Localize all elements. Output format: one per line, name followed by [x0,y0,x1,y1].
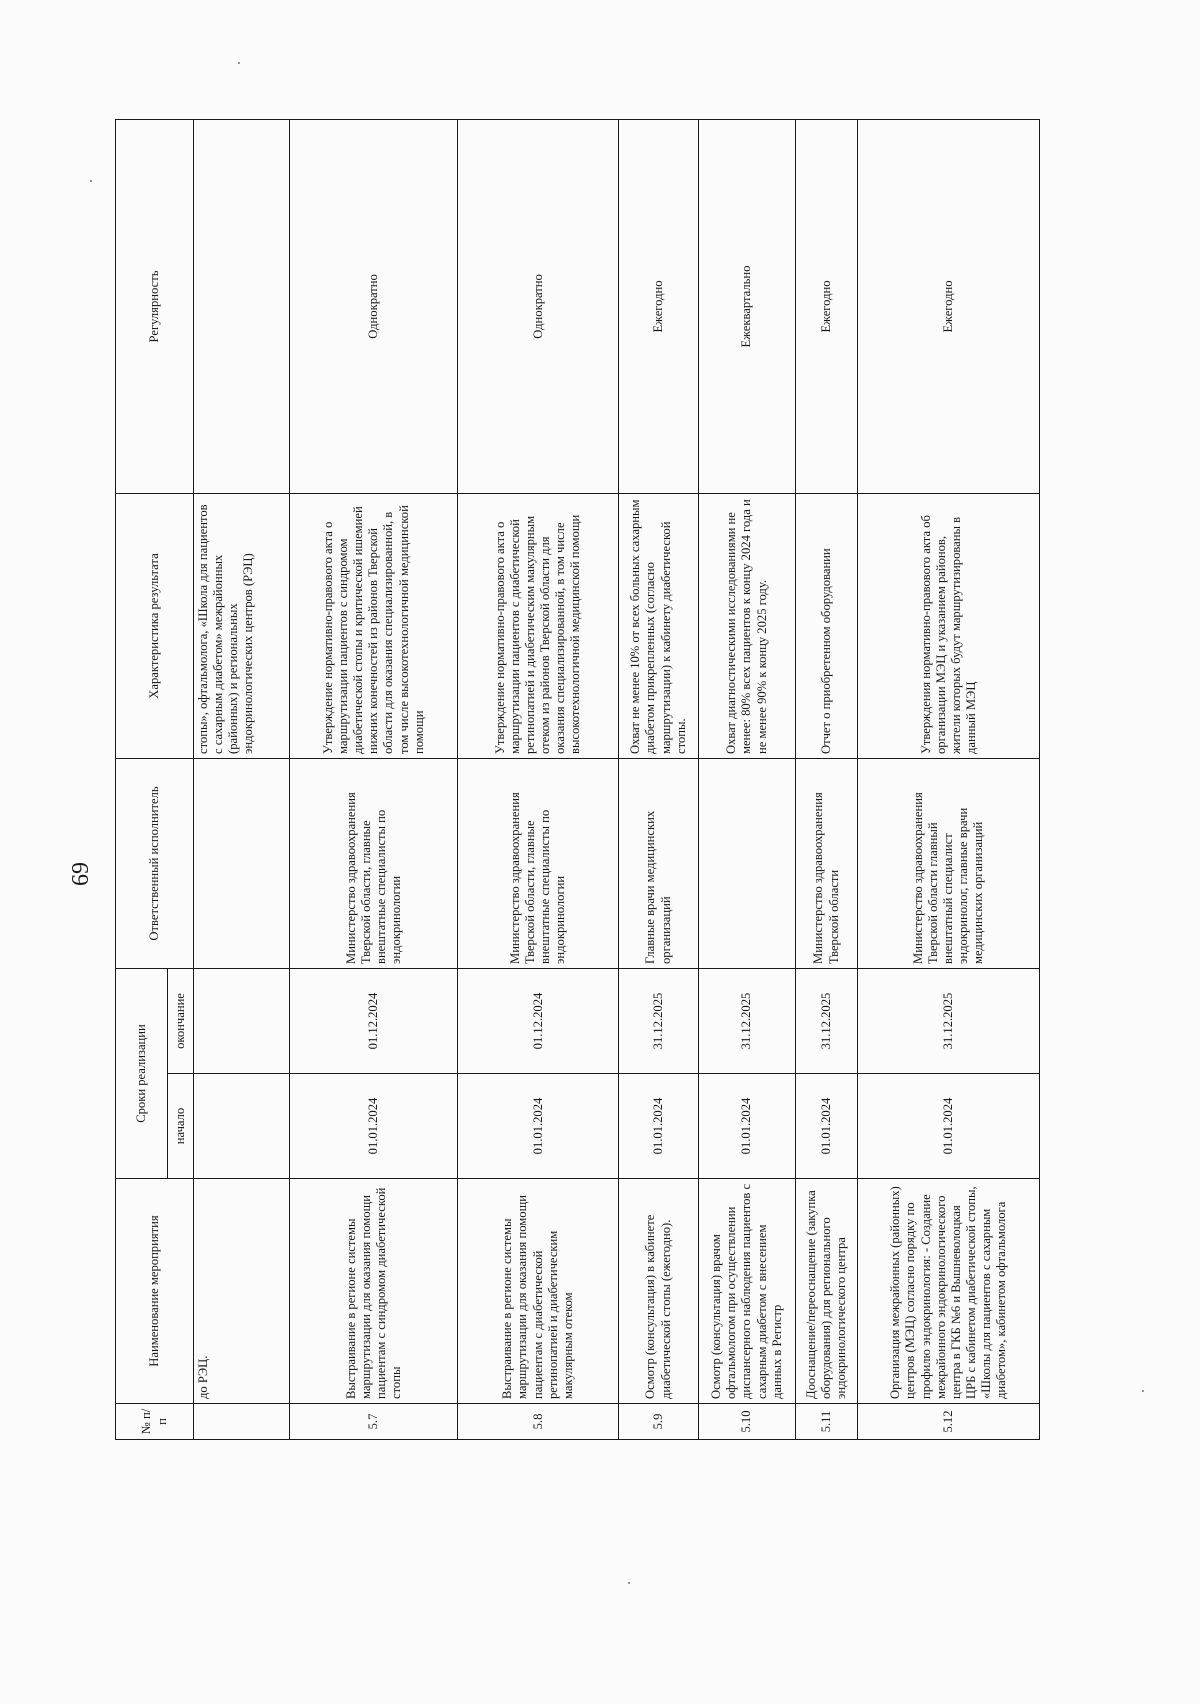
row-end: 31.12.2025 [699,969,795,1074]
row-responsible: Министерство здравоохранения Тверской области главный внештатный специалист эндокринолог, главные врачи медицинских организаций [858,759,1040,969]
row-start: 01.01.2024 [699,1074,795,1179]
row-start: 01.01.2024 [795,1074,858,1179]
page-number: 69 [68,862,94,886]
header-end: окончание [168,969,194,1074]
header-terms: Сроки реализации [116,969,168,1179]
row-result: Утверждения нормативно-правового акта об организации МЭЦ и указанием районов, жители которых будут маршрутизированы в данный МЭЦ [858,494,1040,759]
row-regularity: Ежегодно [858,120,1040,494]
row-num: 5.7 [290,1404,458,1440]
row-name: Организация межрайонных (районных) центров (МЭЦ) согласно порядку по профилю эндокринология: - Создание межрайонного эндокринологического центра в ГКБ №6 и Вышневолоцкая ЦРБ с кабинетом диабетической стопы, «Школы для пациентов с сахарным диабетом», кабинетом офтальмолога [858,1179,1040,1404]
row-end: 01.12.2024 [290,969,458,1074]
row-responsible: Министерство здравоохранения Тверской области [795,759,858,969]
row-start: 01.01.2024 [290,1074,458,1179]
row-num: 5.11 [795,1404,858,1440]
table-row [618,120,699,1440]
row-start: 01.01.2024 [458,1074,618,1179]
row-end [194,969,290,1074]
table-row [194,120,290,1440]
scan-speck [1142,1390,1144,1392]
row-start: 01.01.2024 [618,1074,699,1179]
row-result: Утверждение нормативно-правового акта о маршрутизации пациентов с синдромом диабетической стопы и критической ишемией нижних конечностей из районов Тверской области для оказания специализированной, в том числе высокотехнологичной медицинской помощи [290,494,458,759]
row-num [194,1404,290,1440]
header-regularity: Регулярность [116,120,194,494]
row-responsible: Главные врачи медицинских организаций [618,759,699,969]
row-num: 5.12 [858,1404,1040,1440]
row-responsible: Министерство здравоохранения Тверской области, главные внештатные специалисты по эндокринологии [458,759,618,969]
row-result: Охват диагностическими исследованиями не менее: 80% всех пациентов к концу 2024 года и не менее 90% к концу 2025 году. [699,494,795,759]
row-regularity: Однократно [458,120,618,494]
table-row [458,120,618,1440]
row-name: до РЭЦ. [194,1179,290,1404]
row-result: Охват не менее 10% от всех больных сахарным диабетом прикрепленных (согласно маршрутизации) к кабинету диабетической стопы. [618,494,699,759]
row-name: Осмотр (консультация) врачом офтальмологом при осуществлении диспансерного наблюдения пациентов с сахарным диабетом с внесением данных в Регистр [699,1179,795,1404]
row-result: Утверждение нормативно-правового акта о маршрутизации пациентов с диабетической ретинопатией и диабетическим макулярным отеком из районов Тверской области для оказания специализированной, в том числе высокотехнологичной медицинской помощи [458,494,618,759]
row-num: 5.9 [618,1404,699,1440]
row-start: 01.01.2024 [858,1074,1040,1179]
row-responsible: Министерство здравоохранения Тверской области, главные внештатные специалисты по эндокринологии [290,759,458,969]
table-row [290,120,458,1440]
row-regularity: Ежеквартально [699,120,795,494]
row-result: стопы», офтальмолога, «Школа для пациентов с сахарным диабетом» межрайонных (районных) и региональных эндокринологических центров (РЭЦ) [194,494,290,759]
row-responsible [699,759,795,969]
header-start: начало [168,1074,194,1179]
row-end: 31.12.2025 [858,969,1040,1074]
row-name: Выстраивание в регионе системы маршрутизации для оказания помощи пациентам с синдромом диабетической стопы [290,1179,458,1404]
row-name: Выстраивание в регионе системы маршрутизации для оказания помощи пациентам с диабетической ретинопатией и диабетическим макулярным отеком [458,1179,618,1404]
table-header-row [116,120,168,1440]
row-num: 5.8 [458,1404,618,1440]
row-end: 31.12.2025 [618,969,699,1074]
scan-speck [90,180,92,182]
row-regularity: Однократно [290,120,458,494]
scan-speck [238,62,240,64]
row-end: 01.12.2024 [458,969,618,1074]
row-num: 5.10 [699,1404,795,1440]
row-end: 31.12.2025 [795,969,858,1074]
row-start [194,1074,290,1179]
header-num: № п/п [116,1404,194,1440]
scan-speck [628,1582,630,1584]
row-regularity [194,120,290,494]
activities-table [115,119,1040,1440]
header-result: Характеристика результата [116,494,194,759]
row-regularity: Ежегодно [795,120,858,494]
row-responsible [194,759,290,969]
table-row [858,120,1040,1440]
row-regularity: Ежегодно [618,120,699,494]
header-responsible: Ответственный исполнитель [116,759,194,969]
table-row [699,120,795,1440]
row-name: Осмотр (консультация) в кабинете диабетической стопы (ежегодно). [618,1179,699,1404]
table-row [795,120,858,1440]
row-name: Дооснащение/переоснащение (закупка оборудования) для регионального эндокринологического центра [795,1179,858,1404]
header-name: Наименование мероприятия [116,1179,194,1404]
row-result: Отчет о приобретенном оборудовании [795,494,858,759]
